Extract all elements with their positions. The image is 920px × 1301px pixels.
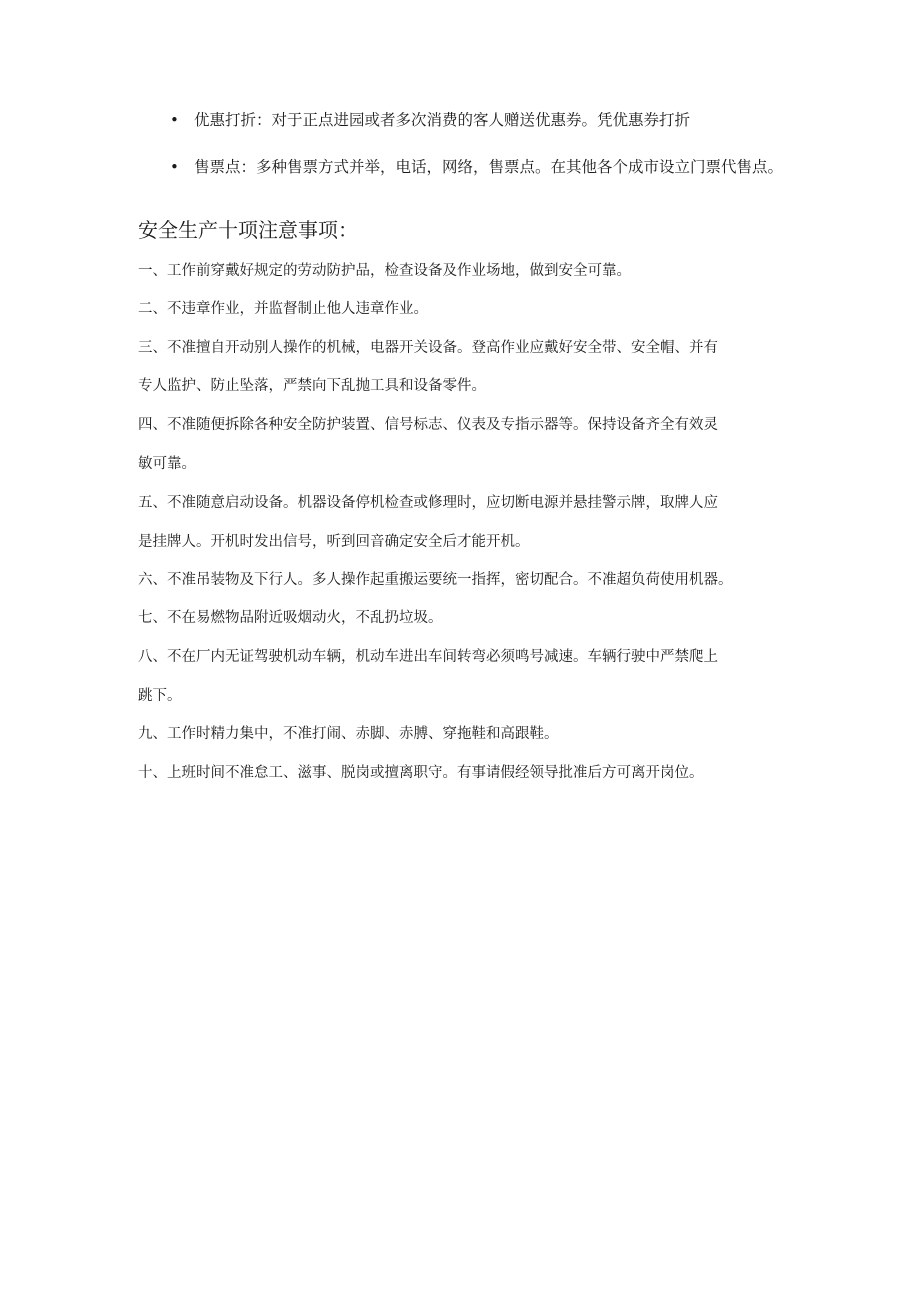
rule-line: 五、不准随意启动设备。机器设备停机检查或修理时，应切断电源并悬挂警示牌，取牌人应 xyxy=(138,495,718,511)
rule-line: 十、上班时间不准怠工、滋事、脱岗或擅离职守。有事请假经领导批准后方可离开岗位。 xyxy=(138,765,704,781)
rule-line: 一、工作前穿戴好规定的劳动防护品，检查设备及作业场地，做到安全可靠。 xyxy=(138,263,631,279)
rule-line: 跳下。 xyxy=(138,688,182,704)
rule-line: 二、不违章作业，并监督制止他人违章作业。 xyxy=(138,301,428,317)
rule-line: 是挂牌人。开机时发出信号，听到回音确定安全后才能开机。 xyxy=(138,534,530,550)
rule-line: 七、不在易燃物品附近吸烟动火，不乱扔垃圾。 xyxy=(138,610,443,626)
rule-line: 六、不准吊装物及下行人。多人操作起重搬运要统一指挥，密切配合。不准超负荷使用机器。 xyxy=(138,572,733,588)
rule-line: 三、不准擅自开动别人操作的机械，电器开关设备。登高作业应戴好安全带、安全帽、并有 xyxy=(138,340,718,356)
bullet-text: 优惠打折：对于正点进园或者多次消费的客人赠送优惠券。凭优惠券打折 xyxy=(194,111,691,129)
rule-line: 专人监护、防止坠落，严禁向下乱抛工具和设备零件。 xyxy=(138,378,486,394)
rule-line: 敏可靠。 xyxy=(138,456,196,472)
bullet-icon: • xyxy=(170,158,179,176)
section-heading: 安全生产十项注意事项： xyxy=(138,218,358,242)
rule-line: 四、不准随便拆除各种安全防护装置、信号标志、仪表及专指示器等。保持设备齐全有效灵 xyxy=(138,417,718,433)
rule-line: 八、不在厂内无证驾驶机动车辆，机动车进出车间转弯必须鸣号减速。车辆行驶中严禁爬上 xyxy=(138,649,718,665)
bullet-text: 售票点：多种售票方式并举，电话，网络，售票点。在其他各个成市设立门票代售点。 xyxy=(194,158,784,176)
bullet-icon: • xyxy=(170,111,179,129)
rule-line: 九、工作时精力集中，不准打闹、赤脚、赤膊、穿拖鞋和高跟鞋。 xyxy=(138,726,559,742)
